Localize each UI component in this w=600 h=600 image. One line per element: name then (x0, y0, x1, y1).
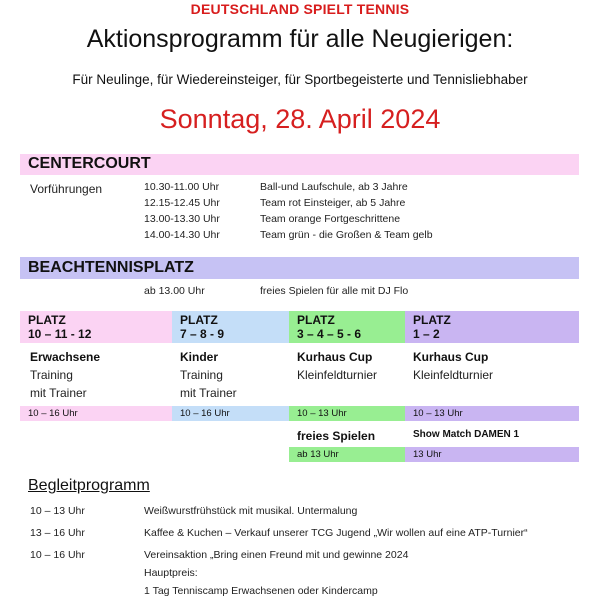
cc-time-2: 12.15-12.45 Uhr (144, 197, 220, 209)
banner-title: DEUTSCHLAND SPIELT TENNIS (190, 1, 410, 17)
headline: Aktionsprogramm für alle Neugierigen: (86, 25, 514, 53)
platz-3-extra-title: freies Spielen (297, 429, 376, 443)
platz-1-time-bar (20, 406, 172, 421)
platz-head-3-courts: 3 – 4 – 5 - 6 (297, 327, 362, 341)
beach-title: BEACHTENNISPLATZ (28, 259, 194, 276)
platz-2-title: Kinder (180, 350, 219, 364)
cc-time-1: 10.30-11.00 Uhr (144, 181, 220, 193)
platz-head-4-courts: 1 – 2 (413, 327, 440, 341)
event-date: Sonntag, 28. April 2024 (159, 104, 441, 134)
begleit-time-1: 10 – 13 Uhr (30, 505, 85, 517)
prize-text: 1 Tag Tenniscamp Erwachsenen oder Kindercamp (144, 585, 378, 597)
prize-label: Hauptpreis: (144, 567, 198, 579)
platz-head-2 (172, 311, 289, 343)
platz-head-4-label: PLATZ (413, 313, 451, 327)
platz-4-time-bar (405, 406, 579, 421)
cc-desc-2: Team rot Einsteiger, ab 5 Jahre (260, 197, 406, 209)
platz-3-extra-bar (289, 447, 405, 462)
cc-desc-1: Ball-und Laufschule, ab 3 Jahre (260, 181, 408, 193)
subheadline: Für Neulinge, für Wiedereinsteiger, für Sportbegeisterte und Tennisliebhaber (72, 72, 528, 87)
platz-2-line2: mit Trainer (180, 386, 237, 400)
platz-4-extra-time: 13 Uhr (413, 449, 442, 460)
platz-4-line1: Kleinfeldturnier (413, 368, 494, 382)
cc-desc-4: Team grün - die Großen & Team gelb (260, 229, 433, 241)
platz-3-extra-time: ab 13 Uhr (297, 449, 339, 460)
cc-time-4: 14.00-14.30 Uhr (144, 229, 220, 241)
platz-head-1 (20, 311, 172, 343)
platz-1-line2: mit Trainer (30, 386, 87, 400)
platz-1-title: Erwachsene (30, 350, 101, 364)
platz-head-4 (405, 311, 579, 343)
cc-desc-3: Team orange Fortgeschrittene (260, 213, 401, 225)
beach-desc: freies Spielen für alle mit DJ Flo (260, 285, 409, 297)
begleit-desc-1: Weißwurstfrühstück mit musikal. Untermalung (144, 505, 358, 517)
platz-1-time: 10 – 16 Uhr (28, 408, 78, 419)
begleit-time-3: 10 – 16 Uhr (30, 549, 85, 561)
centercourt-label: Vorführungen (30, 182, 103, 196)
platz-4-time: 10 – 13 Uhr (413, 408, 463, 419)
platz-head-2-courts: 7 – 8 - 9 (180, 327, 225, 341)
platz-3-time: 10 – 13 Uhr (297, 408, 347, 419)
platz-head-2-label: PLATZ (180, 313, 218, 327)
platz-head-1-courts: 10 – 11 - 12 (28, 327, 92, 341)
platz-head-1-label: PLATZ (28, 313, 66, 327)
platz-2-line1: Training (180, 368, 223, 382)
begleit-time-2: 13 – 16 Uhr (30, 527, 85, 539)
centercourt-title: CENTERCOURT (28, 155, 151, 172)
platz-head-3-label: PLATZ (297, 313, 335, 327)
begleit-title: Begleitprogramm (28, 477, 150, 494)
platz-4-title: Kurhaus Cup (413, 350, 489, 364)
platz-2-time-bar (172, 406, 289, 421)
platz-1-line1: Training (30, 368, 73, 382)
platz-4-extra-title: Show Match DAMEN 1 (413, 429, 520, 440)
platz-3-time-bar (289, 406, 405, 421)
begleit-desc-3: Vereinsaktion „Bring einen Freund mit und gewinne 2024 (144, 549, 409, 561)
beach-band (20, 257, 579, 279)
platz-4-extra-bar (405, 447, 579, 462)
centercourt-band (20, 154, 579, 175)
platz-head-3 (289, 311, 405, 343)
platz-3-title: Kurhaus Cup (297, 350, 373, 364)
platz-3-line1: Kleinfeldturnier (297, 368, 378, 382)
begleit-desc-2: Kaffee & Kuchen – Verkauf unserer TCG Jugend „Wir wollen auf eine ATP-Turnier“ (144, 527, 528, 539)
platz-2-time: 10 – 16 Uhr (180, 408, 230, 419)
beach-time: ab 13.00 Uhr (144, 285, 205, 297)
cc-time-3: 13.00-13.30 Uhr (144, 213, 220, 225)
